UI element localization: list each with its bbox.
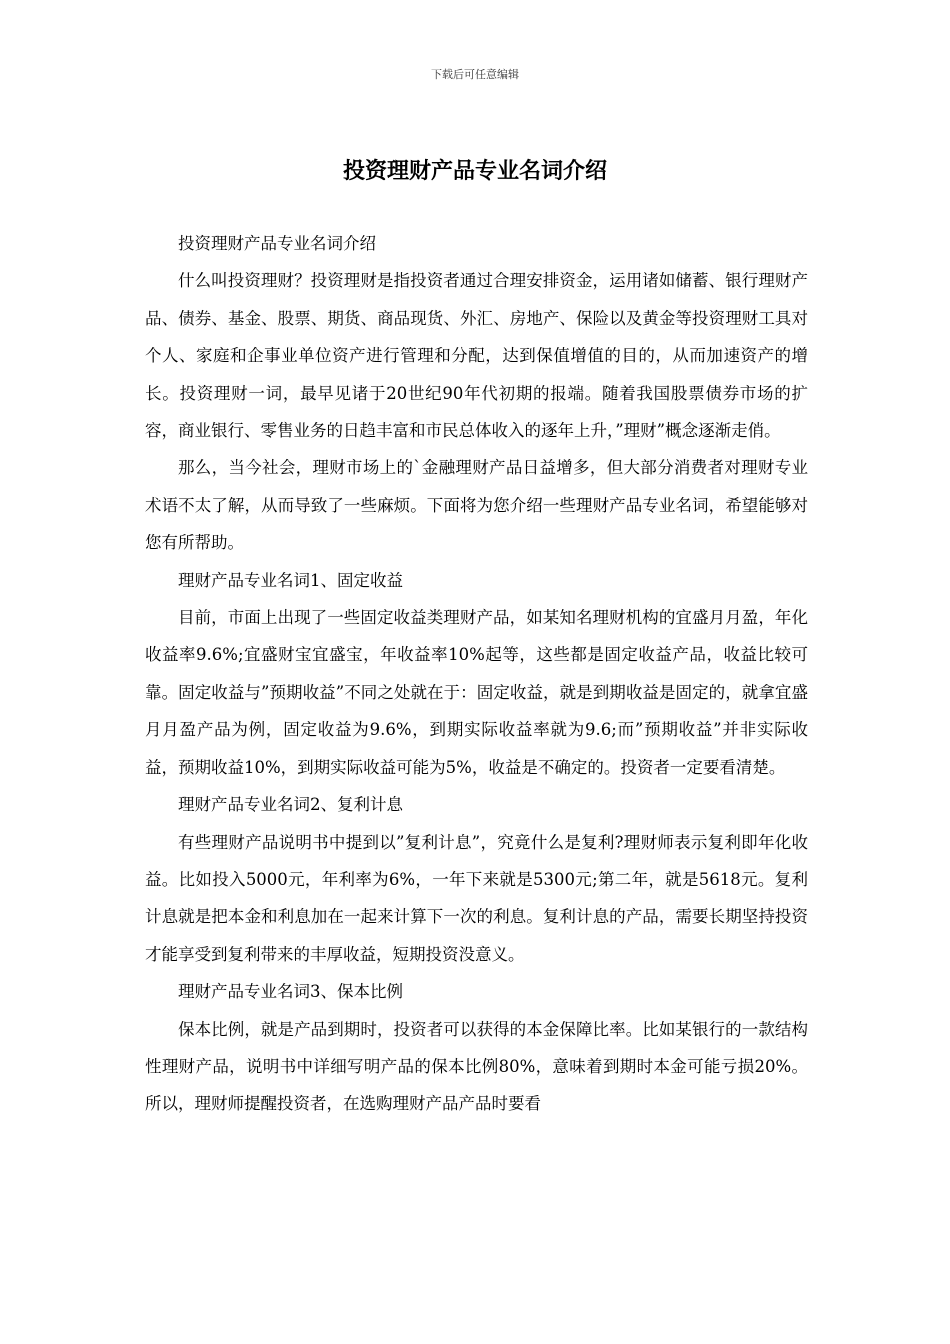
paragraph-compound-interest: 有些理财产品说明书中提到以”复利计息”，究竟什么是复利?理财师表示复利即年化收益。比如投入5000元，年利率为6%，一年下来就是5300元;第二年，就是5618元。复利计息就是把本金和利息加在一起来计算下一次的利息。复利计息的产品，需要长期坚持投资才能享受到复利带来的丰厚收益，短期投资没意义。 [145, 832, 808, 964]
document-body [145, 225, 808, 1123]
document-title: 投资理财产品专业名词介绍 [342, 159, 607, 184]
section-heading-principal-ratio: 理财产品专业名词3、保本比例 [178, 982, 403, 1002]
paragraph-principal-ratio: 保本比例，就是产品到期时，投资者可以获得的本金保障比率。比如某银行的一款结构性理财产品，说明书中详细写明产品的保本比例80%，意味着到期时本金可能亏损20%。所以，理财师提醒投资者，在选购理财产品产品时要看 [145, 1019, 808, 1114]
section-heading-fixed-income: 理财产品专业名词1、固定收益 [178, 570, 403, 590]
paragraph-intro: 什么叫投资理财？投资理财是指投资者通过合理安排资金，运用诸如储蓄、银行理财产品、债券、基金、股票、期货、商品现货、外汇、房地产、保险以及黄金等投资理财工具对个人、家庭和企事业单位资产进行管理和分配，达到保值增值的目的，从而加速资产的增长。投资理财一词，最早见诸于20世纪90年代初期的报端。随着我国股票债券市场的扩容，商业银行、零售业务的日趋丰富和市民总体收入的逐年上升，”理财”概念逐渐走俏。 [145, 271, 808, 441]
paragraph-fixed-income: 目前，市面上出现了一些固定收益类理财产品，如某知名理财机构的宜盛月月盈，年化收益率9.6%;宜盛财宝宜盛宝，年收益率10%起等，这些都是固定收益产品，收益比较可靠。固定收益与”预期收益”不同之处就在于：固定收益，就是到期收益是固定的，就拿宜盛月月盈产品为例，固定收益为9.6%，到期实际收益率就为9.6;而”预期收益”并非实际收益，预期收益10%，到期实际收益可能为5%，收益是不确定的。投资者一定要看清楚。 [145, 608, 808, 777]
header-note: 下载后可任意编辑 [431, 68, 519, 81]
paragraph-subtitle: 投资理财产品专业名词介绍 [178, 234, 376, 253]
section-heading-compound-interest: 理财产品专业名词2、复利计息 [178, 795, 403, 815]
paragraph-context: 那么，当今社会，理财市场上的`金融理财产品日益增多，但大部分消费者对理财专业术语不太了解，从而导致了一些麻烦。下面将为您介绍一些理财产品专业名词，希望能够对您有所帮助。 [145, 458, 808, 553]
